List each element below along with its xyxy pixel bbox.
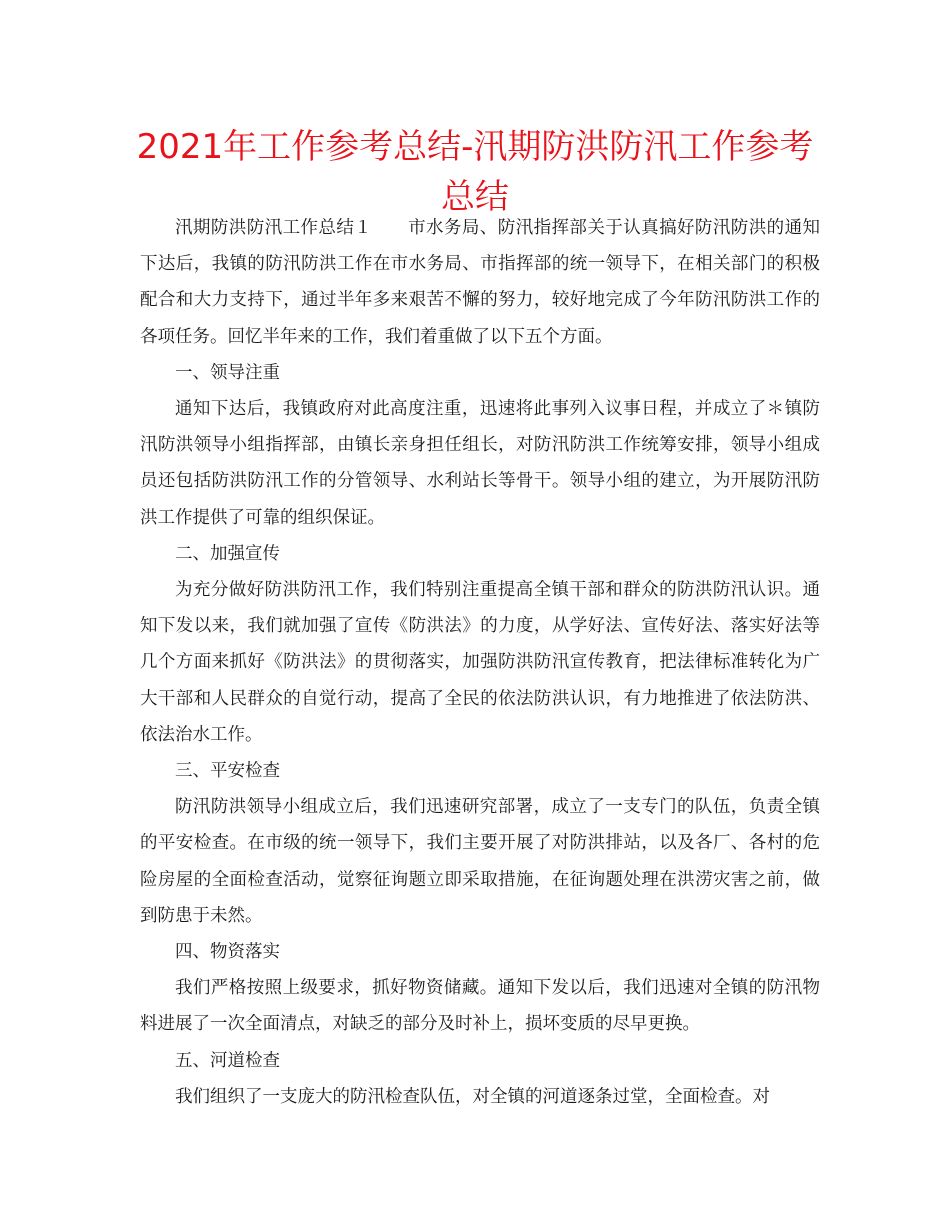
paragraph-5: 我们组织了一支庞大的防汛检查队伍，对全镇的河道逐条过堂，全面检查。对 xyxy=(175,1086,770,1107)
document-title: 2021年工作参考总结-汛期防洪防汛工作参考总结 xyxy=(136,127,814,217)
paragraph-intro: 汛期防洪防汛工作总结１ 市水务局、防汛指挥部关于认真搞好防汛防洪的通知下达后，我镇的防汛防洪工作在市水务局、市指挥部的统一领导下，在相关部门的积极配合和大力支持下，通过半年多来艰苦不懈的努力，较好地完成了今年防汛防洪工作的各项任务。回忆半年来的工作，我们着重做了以下五个方面。 xyxy=(140,218,820,347)
paragraph-2: 为充分做好防洪防汛工作，我们特别注重提高全镇干部和群众的防洪防汛认识。通知下发以来，我们就加强了宣传《防洪法》的力度，从学好法、宣传好法、落实好法等几个方面来抓好《防洪法》的贯彻落实，加强防洪防汛宣传教育，把法律标准转化为广大干部和人民群众的自觉行动，提高了全民的依法防洪认识，有力地推进了依法防洪、依法治水工作。 xyxy=(140,580,820,745)
document-body xyxy=(140,210,820,1115)
paragraph-1: 通知下达后，我镇政府对此高度注重，迅速将此事列入议事日程，并成立了＊镇防汛防洪领导小组指挥部，由镇长亲身担任组长，对防汛防洪工作统筹安排，领导小组成员还包括防洪防汛工作的分管领导、水利站长等骨干。领导小组的建立，为开展防汛防洪工作提供了可靠的组织保证。 xyxy=(140,399,820,528)
section-heading-3: 三、平安检查 xyxy=(175,761,280,782)
paragraph-3: 防汛防洪领导小组成立后，我们迅速研究部署，成立了一支专门的队伍，负责全镇的平安检查。在市级的统一领导下，我们主要开展了对防洪排站，以及各厂、各村的危险房屋的全面检查活动，觉察征询题立即采取措施，在征询题处理在洪涝灾害之前，做到防患于未然。 xyxy=(140,797,820,926)
paragraph-4: 我们严格按照上级要求，抓好物资储藏。通知下发以后，我们迅速对全镇的防汛物料进展了一次全面清点，对缺乏的部分及时补上，损坏变质的尽早更换。 xyxy=(140,978,820,1035)
section-heading-5: 五、河道检查 xyxy=(175,1050,280,1071)
section-heading-1: 一、领导注重 xyxy=(175,362,280,383)
section-heading-2: 二、加强宣传 xyxy=(175,543,280,564)
section-heading-4: 四、物资落实 xyxy=(175,942,280,963)
